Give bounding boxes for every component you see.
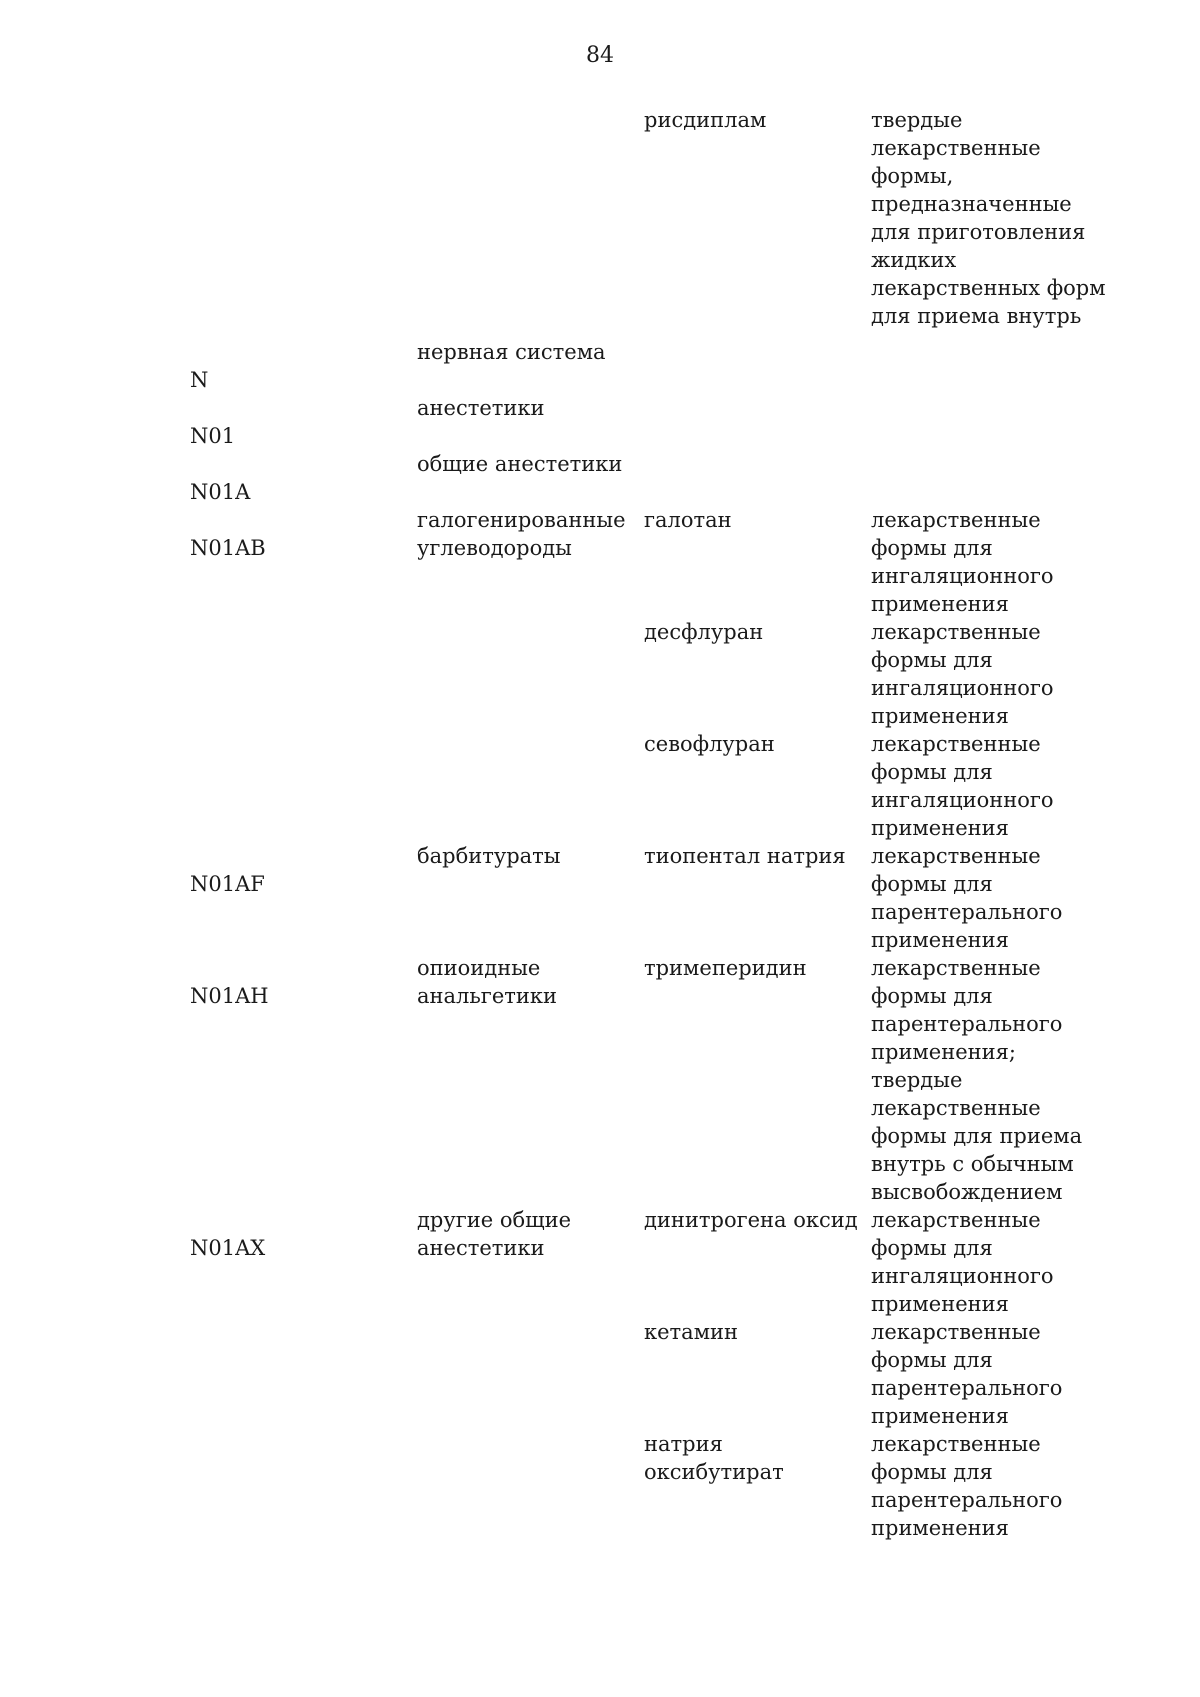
atc-code: N01AX [190,1236,266,1260]
group-name: другие общие анестетики [417,1208,572,1260]
atc-code: N01 [190,424,236,448]
drug-name: галотан [644,508,732,532]
atc-code: N [190,368,209,392]
page-number: 84 [586,43,614,68]
dosage-form: лекарственные формы для ингаляционного применения [871,1208,1054,1316]
dosage-form: лекарственные формы для ингаляционного применения [871,732,1054,840]
group-name: общие анестетики [417,452,623,476]
dosage-form: лекарственные формы для парентерального применения; твердые лекарственные формы для приема внутрь с обычным высвобождением [871,956,1083,1204]
drug-name: кетамин [644,1320,739,1344]
group-name: галогенированные углеводороды [417,508,626,560]
atc-code: N01AB [190,536,266,560]
drug-name: севофлуран [644,732,775,756]
dosage-form: лекарственные формы для ингаляционного применения [871,620,1054,728]
group-name: нервная система [417,340,606,364]
group-name: барбитураты [417,844,561,868]
drug-name: натрия оксибутират [644,1432,784,1484]
drug-name: тиопентал натрия [644,844,846,868]
drug-name: динитрогена оксид [644,1208,858,1232]
atc-code: N01AF [190,872,265,896]
dosage-form: лекарственные формы для ингаляционного применения [871,508,1054,616]
atc-code: N01AH [190,984,269,1008]
group-name: опиоидные анальгетики [417,956,557,1008]
group-name: анестетики [417,396,545,420]
dosage-form: лекарственные формы для парентерального применения [871,844,1063,952]
dosage-form: лекарственные формы для парентерального применения [871,1320,1063,1428]
dosage-form: твердые лекарственные формы, предназначенные для приготовления жидких лекарственных форм для приема внутрь [871,108,1106,328]
drug-name: рисдиплам [644,108,767,132]
atc-code: N01A [190,480,251,504]
drug-name: десфлуран [644,620,764,644]
dosage-form: лекарственные формы для парентерального применения [871,1432,1063,1540]
drug-name: тримеперидин [644,956,807,980]
